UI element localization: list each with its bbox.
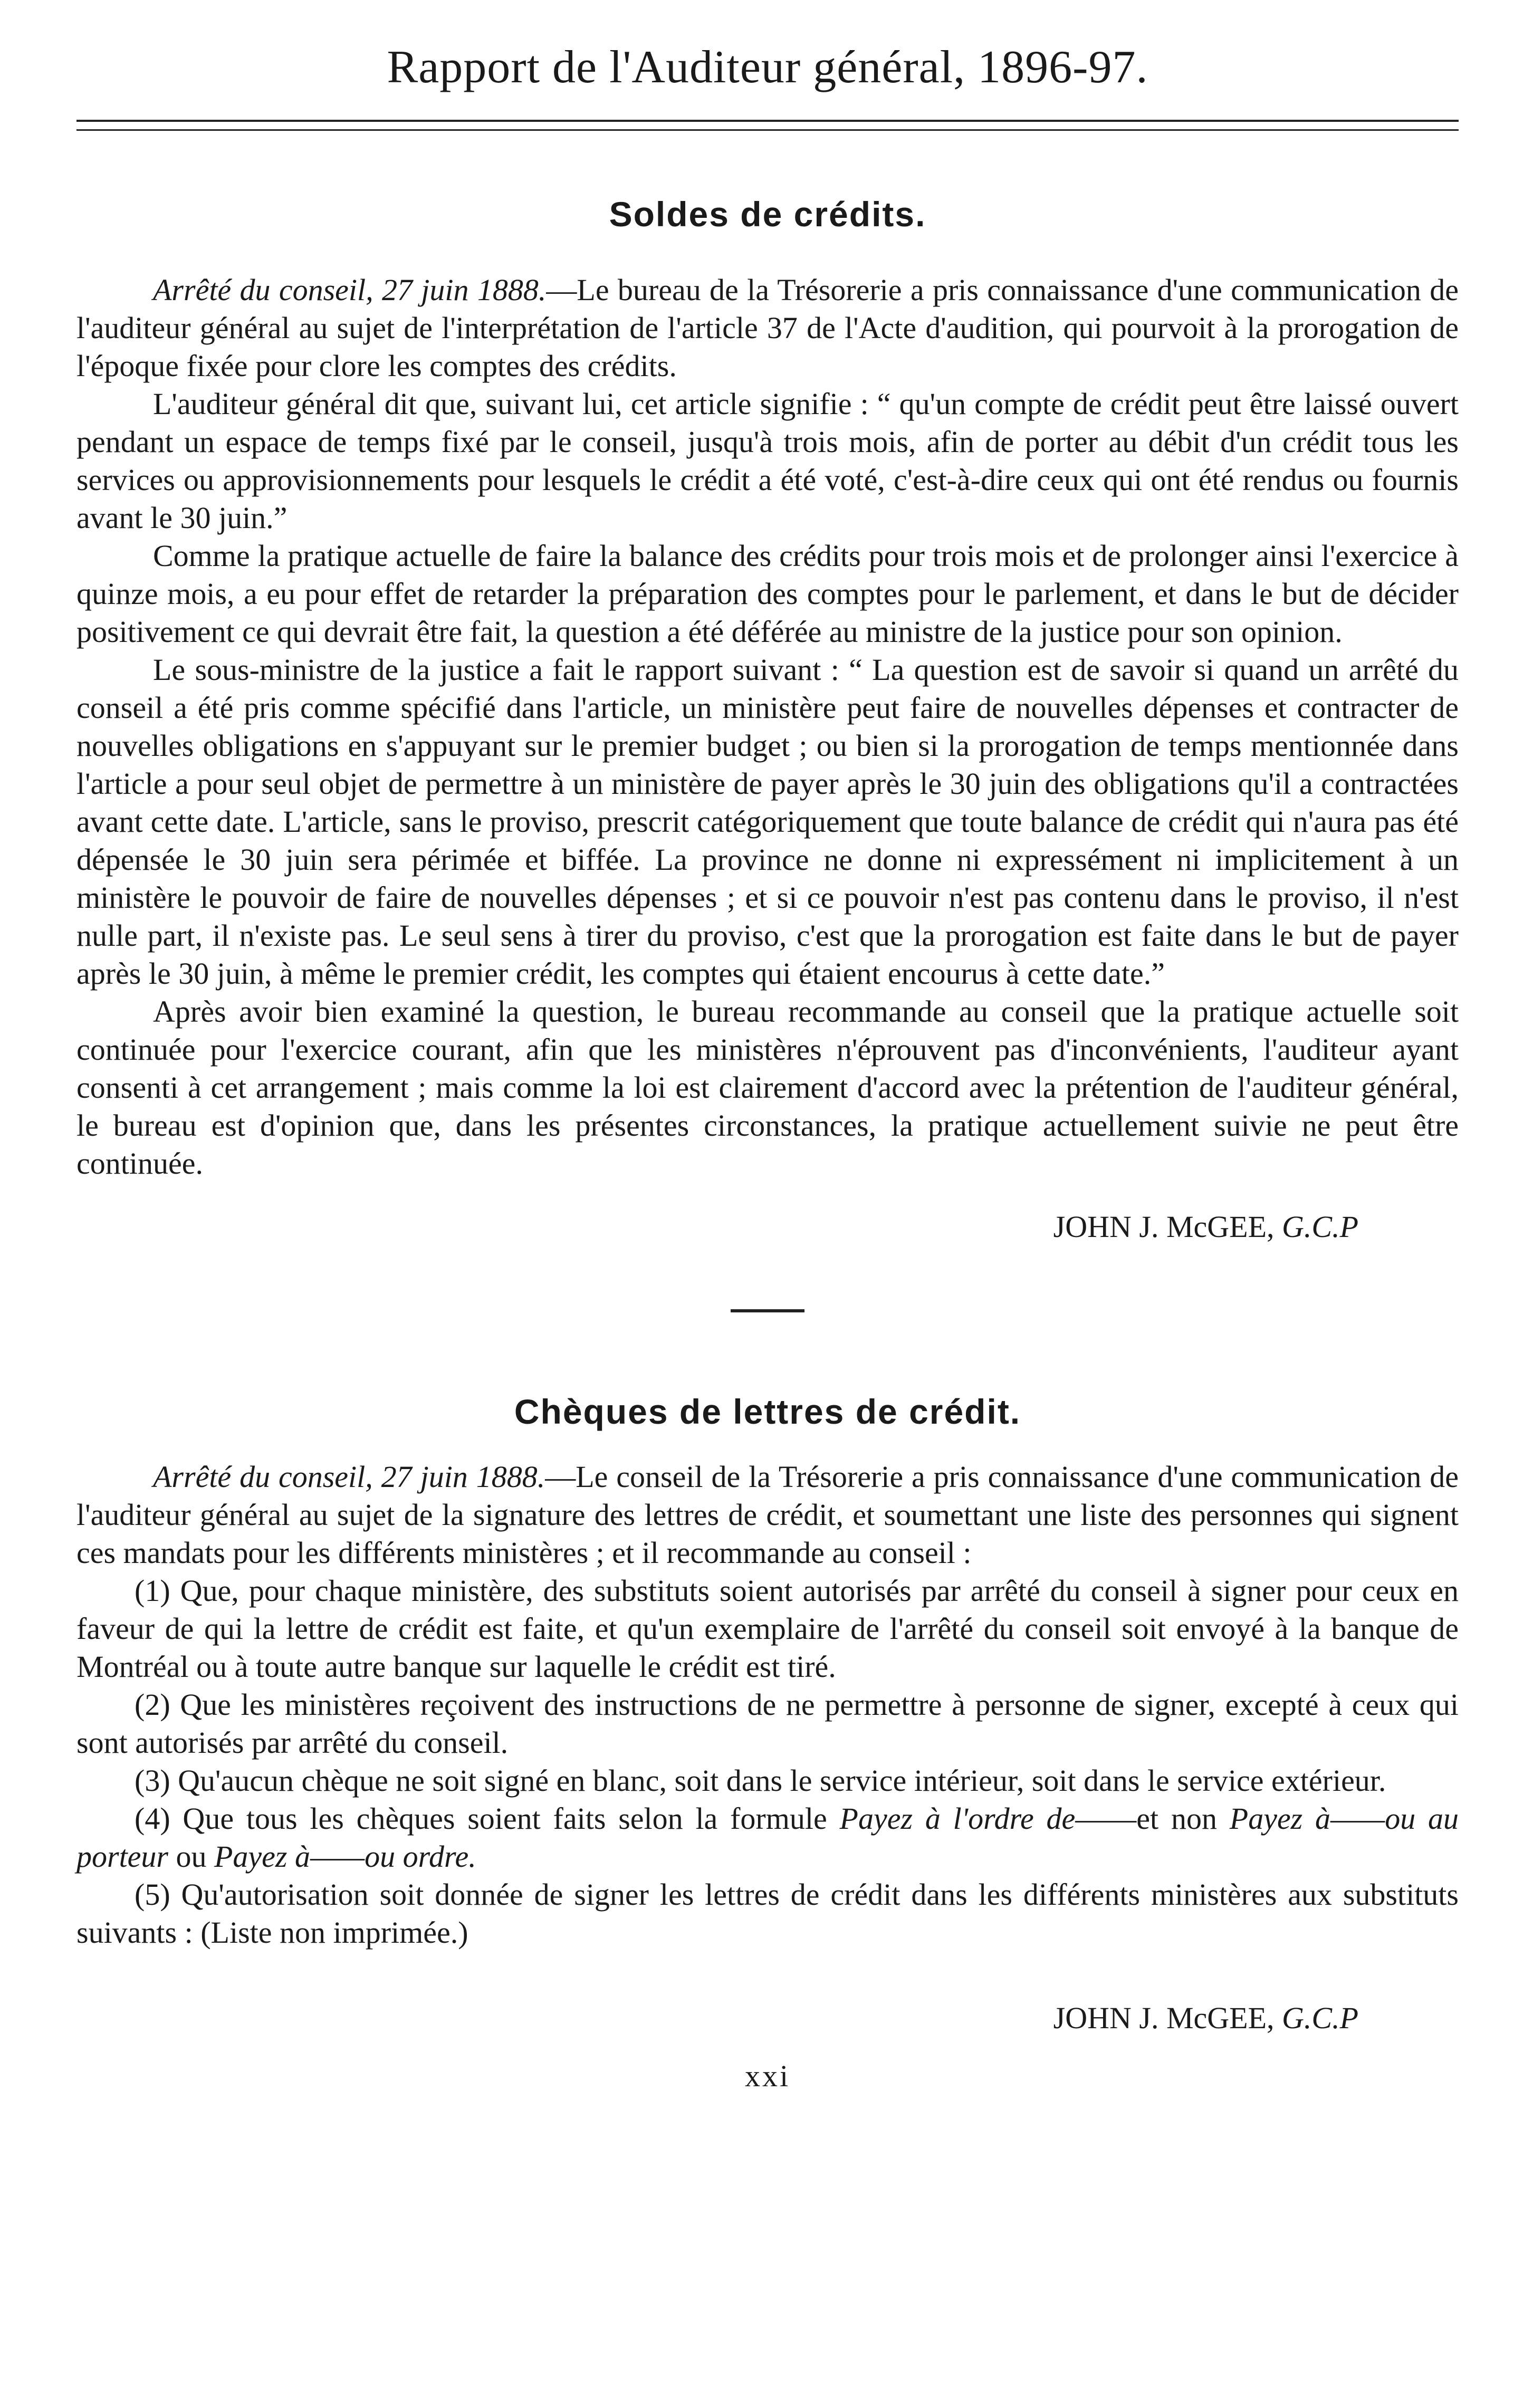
formula: Payez à l'ordre de [839,1801,1076,1836]
list-item: (5) Qu'autorisation soit donnée de signer les lettres de crédit dans les différents ministères aux substituts suivants : (Liste non imprimée.) [76,1877,1459,1950]
section-soldes-body [76,271,1459,1183]
section-divider [731,1309,804,1312]
signature [76,1999,1459,2037]
order-date: Arrêté du conseil, 27 juin 1888. [153,272,547,307]
header-rule [76,120,1459,131]
signature-title: G.C.P [1282,1209,1358,1244]
document-page [76,32,1459,2094]
paragraph [76,1458,1459,1572]
list-item: (2) Que les ministères reçoivent des instructions de ne permettre à personne de signer, excepté à ceux qui sont autorisés par arrêté du conseil. [76,1687,1459,1760]
list-item: (3) Qu'aucun chèque ne soit signé en blanc, soit dans le service intérieur, soit dans le service extérieur. [135,1763,1386,1798]
item-text: (4) Que tous les chèques soient faits selon la formule [135,1801,827,1836]
section-cheques-body [76,1458,1459,1952]
paragraph: L'auditeur général dit que, suivant lui, cet article signifie : “ qu'un compte de crédit peut être laissé ouvert pendant un espace de temps fixé par le conseil, jusqu'à trois mois, afin de porter au débit d'un crédit tous les services ou approvisionnements pour lesquels le crédit a été voté, c'est-à-dire ceux qui ont été rendus ou fournis avant le 30 juin.” [76,386,1459,535]
paragraph: Comme la pratique actuelle de faire la balance des crédits pour trois mois et de prolonger ainsi l'exercice à quinze mois, a eu pour effet de retarder la préparation des comptes pour le parlement, et dans le but de décider positivement ce qui devrait être fait, la question a été déférée au ministre de la justice pour son opinion. [76,538,1459,649]
paragraph: Après avoir bien examiné la question, le bureau recommande au conseil que la pratique actuelle soit continuée pour l'exercice courant, afin que les ministères n'éprouvent pas d'inconvénients, l'auditeur ayant consenti à cet arrangement ; mais comme la loi est clairement d'accord avec la prétention de l'auditeur général, le bureau est d'opinion que, dans les présentes circonstances, la pratique actuellement suivie ne peut être continuée. [76,994,1459,1181]
item-text: ——et non [1075,1801,1217,1836]
paragraph: Le sous-ministre de la justice a fait le rapport suivant : “ La question est de savoir si quand un arrêté du conseil a été pris comme spécifié dans l'article, un ministère peut faire de nouvelles dépenses et contracter de nouvelles obligations en s'appuyant sur le premier budget ; ou bien si la prorogation de temps mentionnée dans l'article a pour seul objet de permettre à un ministère de payer après le 30 juin des obligations qu'il a contractées avant cette date. L'article, sans le proviso, prescrit catégoriquement que toute balance de crédit qui n'aura pas été dépensée le 30 juin sera périmée et biffée. La province ne donne ni expressément ni implicitement à un ministère le pouvoir de faire de nouvelles dépenses ; et si ce pouvoir n'est pas contenu dans le proviso, il n'est nulle part, il n'existe pas. Le seul sens à tirer du proviso, c'est que la prorogation est faite dans le but de payer après le 30 juin, à même le premier crédit, les comptes qui étaient encourus à cette date.” [76,652,1459,991]
signature-name: JOHN J. McGEE, [1053,2000,1275,2035]
paragraph [76,271,1459,385]
paragraph-text: —Le bureau de la Trésorerie a pris connaissance d'une communication de l'auditeur général au sujet de l'interprétation de l'article 37 de l'Acte d'audition, qui pourvoit à la prorogation de l'époque fixée pour clore les comptes des crédits. [76,272,1459,383]
formula: Payez à——ou ordre. [214,1839,476,1874]
signature [76,1208,1459,1246]
page-number: xxi [744,2058,791,2093]
formula: Payez à——ou au porteur [76,1801,1459,1874]
list-item: (1) Que, pour chaque ministère, des substituts soient autorisés par arrêté du conseil à signer pour ceux en faveur de qui la lettre de crédit est faite, et qu'un exemplaire de l'arrêté du conseil soit envoyé à la banque de Montréal ou à toute autre banque sur laquelle le crédit est tiré. [76,1573,1459,1684]
section-title-soldes: Soldes de crédits. [609,194,926,234]
order-date: Arrêté du conseil, 27 juin 1888. [153,1459,545,1494]
running-head: Rapport de l'Auditeur général, 1896-97. [387,42,1148,93]
list-item [76,1800,1459,1876]
section-title-cheques: Chèques de lettres de crédit. [514,1392,1021,1431]
signature-name: JOHN J. McGEE, [1053,1209,1275,1244]
signature-title: G.C.P [1282,2000,1358,2035]
paragraph-text: —Le conseil de la Trésorerie a pris connaissance d'une communication de l'auditeur général au sujet de la signature des lettres de crédit, et soumettant une liste des personnes qui signent ces mandats pour les différents ministères ; et il recommande au conseil : [76,1459,1459,1570]
item-text: ou [176,1839,207,1874]
